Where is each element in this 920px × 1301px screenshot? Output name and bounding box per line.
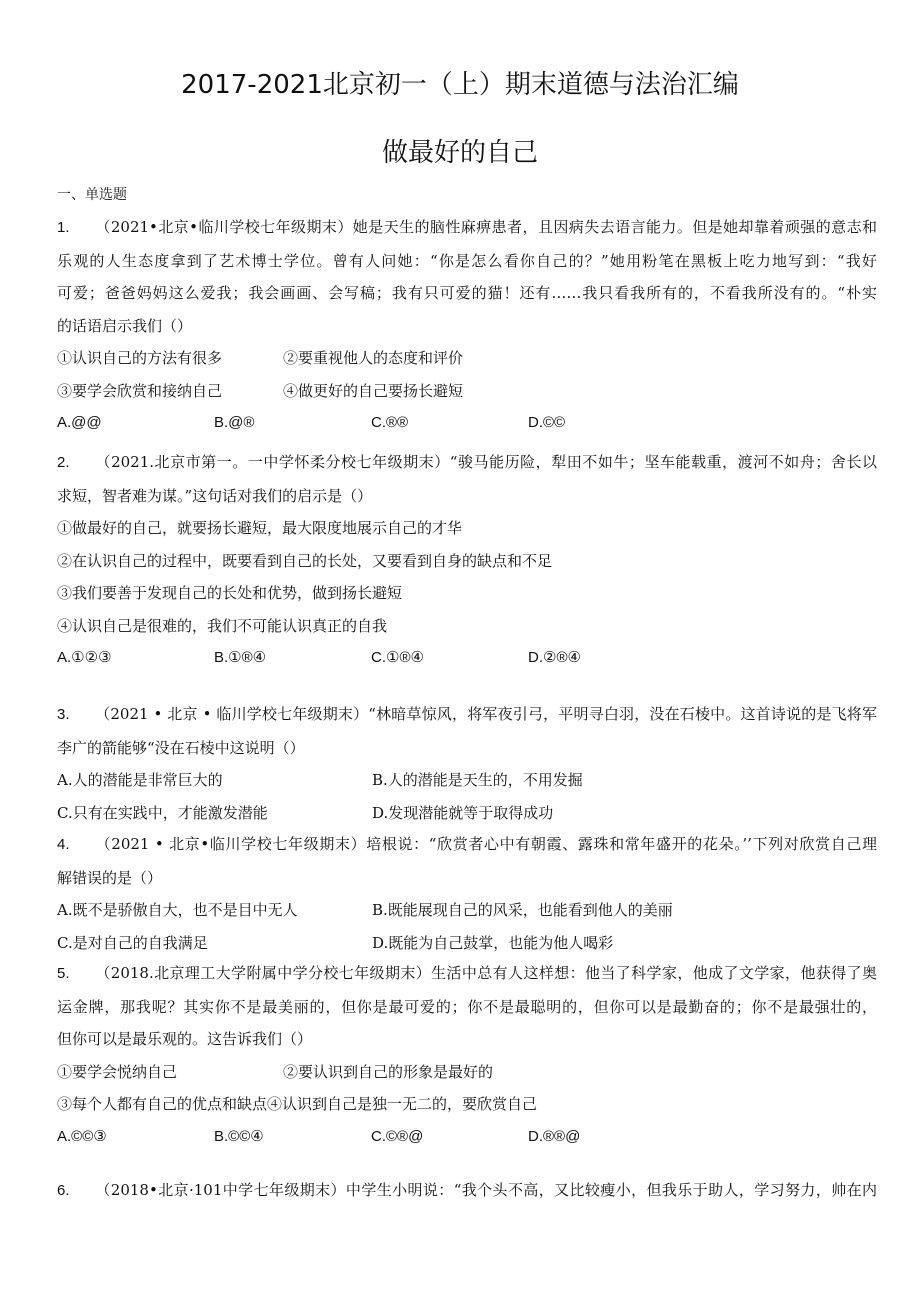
section-heading: 一、单选题 (57, 187, 127, 203)
options-row (57, 797, 877, 830)
options-row (57, 927, 877, 960)
question-text: 乐观的人生态度拿到了艺术博士学位。曾有人问她：“你是怎么看你自己的？”她用粉笔在黑板上吃力地写到：“我好 (57, 251, 877, 270)
option-b: B.既能展现自己的风采，也能看到他人的美丽 (372, 901, 673, 919)
statement: ④认识自己是很难的，我们不可能认识真正的自我 (57, 616, 388, 635)
question-2 (57, 446, 877, 675)
option-c: C.是对自己的自我满足 (57, 933, 208, 952)
document-subtitle: 做最好的自己 (381, 138, 538, 168)
statement-row (57, 375, 877, 408)
question-6 (57, 1174, 877, 1208)
statement: ④做更好的自己要扬长避短 (283, 381, 464, 400)
question-1 (57, 211, 877, 440)
question-text: 可爱；爸爸妈妈这么爱我；我会画画、会写稿；我有只可爱的猫！还有……我只看我所有的，不看我所没有的。“朴实 (57, 284, 877, 302)
option-b: B.人的潜能是天生的，不用发掘 (372, 771, 583, 789)
statement: ③每个人都有自己的优点和缺点④认识到自己是独一无二的，要欣赏自己 (57, 1095, 538, 1113)
option-c: C.®® (371, 414, 409, 431)
option-d: D.②®④ (528, 649, 581, 666)
option-d: D.®®@ (528, 1127, 581, 1145)
option-a: A.©©③ (57, 1127, 107, 1145)
question-text: 2. （2021.北京市第一。一中学怀柔分校七年级期末）“骏马能历险，犁田不如牛；坚车能载重，渡河不如舟；舍长以 (57, 446, 877, 480)
question-text: 4. （2021 • 北京•临川学校七年级期末）培根说：“欣赏者心中有朝霞、露珠和常年盛开的花朵。’’下列对欣赏自己理 (57, 828, 877, 862)
statement: ②要认识到自己的形象是最好的 (283, 1062, 494, 1081)
options-row (57, 1121, 877, 1154)
option-b: B.@® (214, 414, 255, 431)
option-c: C.只有在实践中，才能激发潜能 (57, 803, 268, 822)
question-text: 的话语启示我们（） (57, 316, 193, 335)
question-5 (57, 957, 877, 1153)
options-row (57, 642, 877, 675)
option-c: C.①®④ (371, 649, 424, 666)
statement: ②要重视他人的态度和评价 (283, 349, 464, 367)
options-row (57, 894, 877, 927)
question-number: 2. (57, 454, 70, 471)
statement: ①要学会悦纳自己 (57, 1062, 178, 1081)
statement: ①做最好的自己，就要扬长避短，最大限度地展示自己的才华 (57, 519, 463, 537)
option-c: C.©®@ (371, 1127, 424, 1145)
question-text: 5. （2018.北京理工大学附属中学分校七年级期末）生活中总有人这样想：他当了科学家，他成了文学家，他获得了奥 (57, 957, 877, 991)
option-b: B.①®④ (214, 649, 267, 666)
statement: ③要学会欣赏和接纳自己 (57, 381, 223, 400)
option-a: A.@@ (57, 414, 102, 431)
question-text: 6. （2018•北京·101中学七年级期末）中学生小明说：“我个头不高，又比较瘦小，但我乐于助人，学习努力，帅在内 (57, 1174, 877, 1208)
question-number: 5. (57, 965, 70, 982)
options-row (57, 407, 877, 440)
question-number: 1. (57, 219, 70, 236)
option-d: D.既能为自己鼓掌，也能为他人喝彩 (372, 933, 614, 952)
option-b: B.©©④ (214, 1127, 264, 1145)
question-text: 但你可以是最乐观的。这告诉我们（） (57, 1030, 313, 1048)
question-text: 求短，智者难为谋。”这句话对我们的启示是（） (57, 486, 373, 505)
option-a: A.①②③ (57, 649, 112, 666)
statement: ③我们要善于发现自己的长处和优势，做到扬长避短 (57, 584, 403, 602)
option-d: D.发现潜能就等于取得成功 (372, 803, 554, 822)
question-4 (57, 828, 877, 959)
question-text: 运金牌，那我呢？其实你不是最美丽的，但你是最可爱的；你不是最聪明的，但你可以是最勤奋的；你不是最强壮的， (57, 997, 877, 1016)
question-text: 李广的箭能够“没在石棱中这说明（） (57, 738, 305, 757)
question-text: 解错误的是（） (57, 868, 163, 887)
option-a: A.人的潜能是非常巨大的 (57, 771, 223, 789)
question-3 (57, 698, 877, 829)
statement: ①认识自己的方法有很多 (57, 349, 223, 367)
question-text: 1. （2021•北京•临川学校七年级期末）她是天生的脑性麻痹患者，且因病失去语言能力。但是她却靠着顽强的意志和 (57, 211, 877, 245)
option-d: D.©© (528, 414, 566, 431)
statement: ②在认识自己的过程中，既要看到自己的长处，又要看到自身的缺点和不足 (57, 551, 553, 570)
question-number: 3. (57, 706, 70, 723)
document-title: 2017-2021北京初一（上）期末道德与法治汇编 (181, 70, 739, 100)
statement-row (57, 1056, 877, 1089)
options-row (57, 764, 877, 797)
statement-row (57, 342, 877, 375)
option-a: A.既不是骄傲自大，也不是目中无人 (57, 901, 298, 919)
question-number: 4. (57, 836, 70, 853)
question-number: 6. (57, 1182, 70, 1199)
question-text: 3. （2021 • 北京 • 临川学校七年级期末）“林暗草惊风，将军夜引弓，平明寻白羽，没在石棱中。这首诗说的是飞将军 (57, 698, 877, 732)
